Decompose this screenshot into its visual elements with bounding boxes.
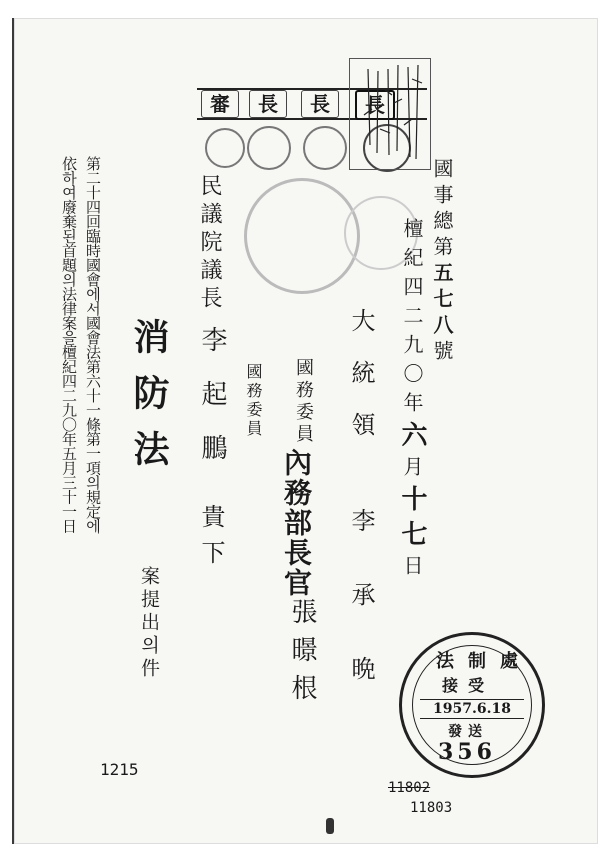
receipt-stamp <box>399 632 545 778</box>
seal-cell-3: 長 <box>301 90 339 118</box>
sender-name: 李承晩 <box>347 508 375 730</box>
recipient-name: 李起鵬 <box>197 326 227 488</box>
punch-mark <box>326 818 334 834</box>
subject-law-name: 消防法 <box>128 318 170 486</box>
date-line <box>394 218 431 584</box>
left-page-number: 1215 <box>100 760 139 779</box>
sender-title: 大統領 <box>347 308 375 464</box>
date-month-label: 月 <box>400 456 424 485</box>
receipt-stamp-number: 356 <box>438 739 496 765</box>
struck-number: 11802 <box>388 780 431 796</box>
round-seal-2 <box>247 126 291 170</box>
receipt-stamp-top-text: 法制處 <box>436 651 532 672</box>
receipt-stamp-send: 發送 <box>448 724 488 740</box>
body-line-2: 依하여廢棄된首題의法律案을檀紀四二九〇年五月三十一日 <box>60 156 78 533</box>
cosigner-label: 國務委員 <box>244 363 263 439</box>
minister-office: 內務部長官 <box>280 448 313 598</box>
file-number-label: 國事總第 <box>430 158 454 262</box>
faint-round-stamp <box>244 178 360 294</box>
date-day-label: 日 <box>400 555 424 584</box>
minister-label: 國務委員 <box>293 358 314 446</box>
date-year: 檀紀四二九〇年 <box>400 218 424 421</box>
file-number <box>428 158 457 366</box>
seal-cell-1: 審 <box>201 90 239 118</box>
seal-cell-4: 長 <box>355 90 395 120</box>
document-page <box>12 18 598 844</box>
subject-suffix: 案提出의件 <box>138 566 160 681</box>
receipt-stamp-date: 1957.6.18 <box>420 699 524 719</box>
recipient-honorific: 貴下 <box>197 504 225 576</box>
date-month: 六 <box>397 421 427 456</box>
round-seal-1 <box>205 128 245 168</box>
seal-cell-2: 長 <box>249 90 287 118</box>
body-line-1: 第二十四回臨時國會에서國會法第六十一條第一項의規定에 <box>84 156 102 533</box>
date-day: 十七 <box>397 485 427 555</box>
handwriting-scribble-icon <box>350 59 430 169</box>
document-number: 11803 <box>410 800 453 816</box>
minister-name: 張暻根 <box>287 598 317 712</box>
file-number-suffix: 號 <box>430 340 454 366</box>
file-number-hand: 五七八 <box>430 262 454 340</box>
receipt-stamp-label: 接受 <box>442 676 495 695</box>
handwritten-note-box <box>349 58 431 170</box>
recipient-title: 民議院議長 <box>197 174 222 314</box>
round-seal-3 <box>303 126 347 170</box>
